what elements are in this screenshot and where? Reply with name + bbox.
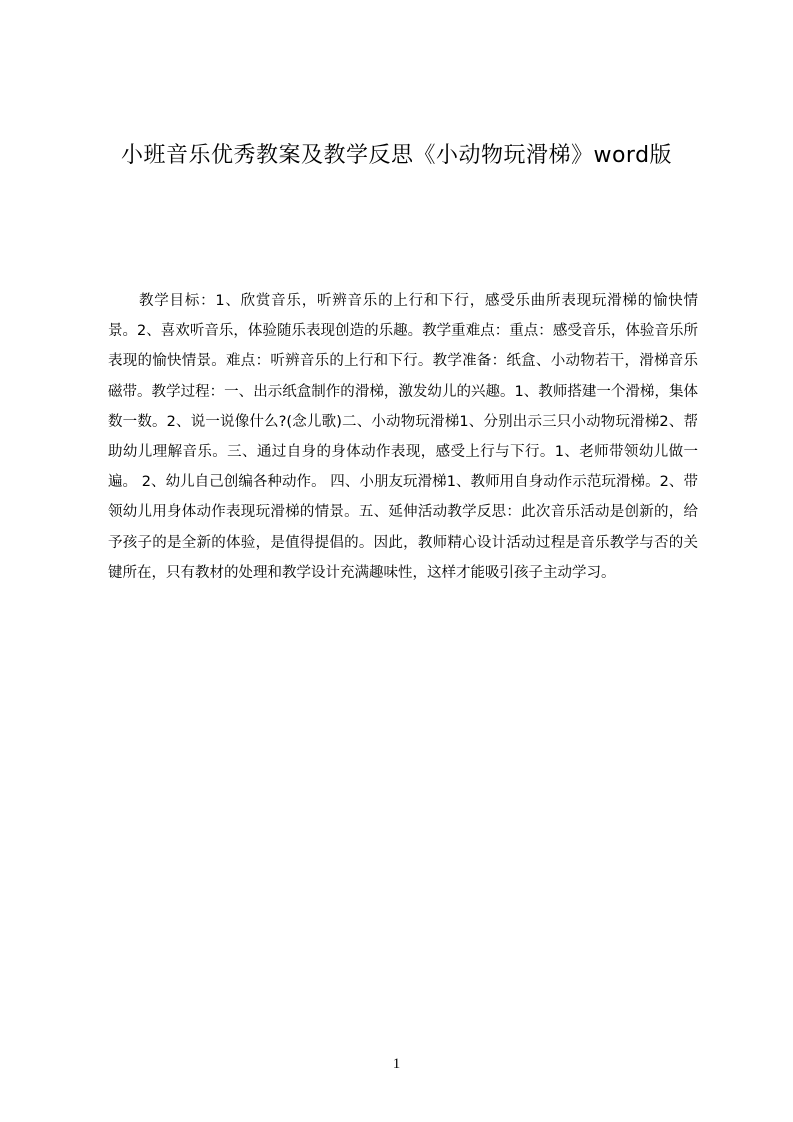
document-body-paragraph: 教学目标：1、欣赏音乐，听辨音乐的上行和下行，感受乐曲所表现玩滑梯的愉快情景。2、喜欢听音乐，体验随乐表现创造的乐趣。教学重难点：重点：感受音乐，体验音乐所表现的愉快情景。难点：听辨音乐的上行和下行。教学准备：纸盒、小动物若干，滑梯音乐磁带。教学过程：一、出示纸盒制作的滑梯，激发幼儿的兴趣。1、教师搭建一个滑梯，集体数一数。2、说一说像什么?(念儿歌)二、小动物玩滑梯1、分别出示三只小动物玩滑梯2、帮助幼儿理解音乐。三、通过自身的身体动作表现，感受上行与下行。1、老师带领幼儿做一遍。 2、幼儿自己创编各种动作。 四、小朋友玩滑梯1、教师用自身动作示范玩滑梯。2、带领幼儿用身体动作表现玩滑梯的情景。五、延伸活动教学反思：此次音乐活动是创新的，给予孩子的是全新的体验，是值得提倡的。因此，教师精心设计活动过程是音乐教学与否的关键所在，只有教材的处理和教学设计充满趣味性，这样才能吸引孩子主动学习。 — [108, 293, 698, 581]
document-title: 小班音乐优秀教案及教学反思《小动物玩滑梯》word版 — [120, 143, 673, 168]
page-number: 1 — [392, 1056, 401, 1072]
